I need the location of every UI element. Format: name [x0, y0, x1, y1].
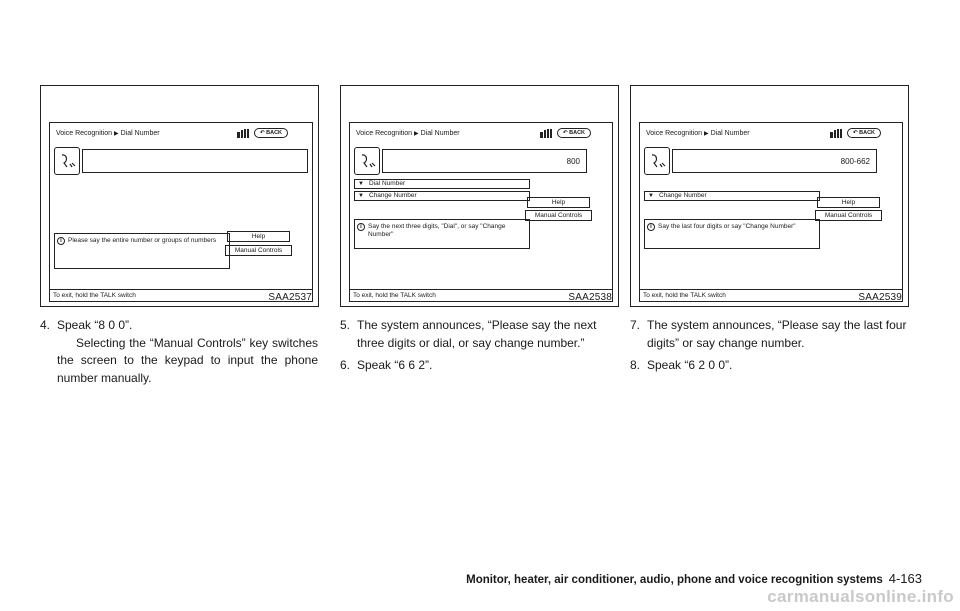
- exit-instruction: To exit, hold the TALK switch: [640, 289, 902, 299]
- page-number: 4-163: [888, 571, 922, 586]
- prompt-message: i Say the next three digits, "Dial", or say "Change Number": [354, 219, 530, 249]
- text-column-1: [40, 317, 318, 387]
- watermark: carmanualsonline.info: [767, 587, 954, 606]
- screen-mockup: [49, 122, 313, 302]
- voice-command-icon: ▼: [358, 181, 364, 187]
- text-column-2: [340, 317, 618, 375]
- page-footer: [466, 571, 922, 586]
- voice-command-icon: ▼: [358, 193, 364, 199]
- figure-panel-2: [340, 85, 619, 307]
- help-button[interactable]: Help: [227, 231, 290, 242]
- manual-controls-button[interactable]: Manual Controls: [525, 210, 592, 221]
- signal-strength-icon: [830, 129, 844, 138]
- number-input-field: [82, 149, 308, 173]
- screen-title: Voice Recognition ▶ Dial Number: [646, 130, 750, 137]
- voice-recognition-icon: [59, 152, 77, 172]
- step-5: 5. The system announces, “Please say the next three digits or dial, or say change number.”: [340, 318, 597, 350]
- signal-strength-icon: [540, 129, 554, 138]
- figure-panel-1: [40, 85, 319, 307]
- number-input-field: 800-662: [672, 149, 877, 173]
- breadcrumb-arrow-icon: ▶: [114, 131, 119, 137]
- list-item-change-number[interactable]: ▼ Change Number: [354, 191, 530, 201]
- list-item-change-number[interactable]: ▼ Change Number: [644, 191, 820, 201]
- screen-title: Voice Recognition ▶ Dial Number: [56, 130, 160, 137]
- info-icon: i: [647, 223, 655, 231]
- voice-recognition-icon: [359, 152, 377, 172]
- text-column-3: [630, 317, 908, 375]
- exit-instruction: To exit, hold the TALK switch: [350, 289, 612, 299]
- back-button[interactable]: ↶ BACK: [254, 128, 288, 138]
- step-8: 8. Speak “6 2 0 0”.: [630, 358, 733, 372]
- breadcrumb-arrow-icon: ▶: [704, 131, 709, 137]
- info-icon: i: [357, 223, 365, 231]
- voice-icon-box: [644, 147, 670, 175]
- list-item-dial-number[interactable]: ▼ Dial Number: [354, 179, 530, 189]
- exit-instruction: To exit, hold the TALK switch: [50, 289, 312, 299]
- screen-title: Voice Recognition ▶ Dial Number: [356, 130, 460, 137]
- step-6: 6. Speak “6 6 2”.: [340, 358, 433, 372]
- help-button[interactable]: Help: [527, 197, 590, 208]
- back-button[interactable]: ↶ BACK: [557, 128, 591, 138]
- voice-icon-box: [354, 147, 380, 175]
- step-4-detail: Selecting the “Manual Controls” key switches the screen to the keypad to input the phone number manually.: [57, 335, 318, 385]
- signal-strength-icon: [237, 129, 251, 138]
- info-icon: i: [57, 237, 65, 245]
- step-7: 7. The system announces, “Please say the last four digits” or say change number.: [630, 318, 907, 350]
- figure-caption: SAA2537: [268, 292, 312, 303]
- figure-caption: SAA2538: [568, 292, 612, 303]
- number-input-field: 800: [382, 149, 587, 173]
- back-button[interactable]: ↶ BACK: [847, 128, 881, 138]
- figure-caption: SAA2539: [858, 292, 902, 303]
- prompt-message: i Please say the entire number or groups of numbers: [54, 233, 230, 269]
- breadcrumb-arrow-icon: ▶: [414, 131, 419, 137]
- manual-controls-button[interactable]: Manual Controls: [225, 245, 292, 256]
- voice-icon-box: [54, 147, 80, 175]
- manual-controls-button[interactable]: Manual Controls: [815, 210, 882, 221]
- screen-mockup: [639, 122, 903, 302]
- figure-panel-3: [630, 85, 909, 307]
- step-4: 4. Speak “8 0 0”.: [40, 318, 133, 332]
- help-button[interactable]: Help: [817, 197, 880, 208]
- section-title: Monitor, heater, air conditioner, audio, phone and voice recognition systems: [466, 574, 883, 586]
- prompt-message: i Say the last four digits or say "Change Number": [644, 219, 820, 249]
- voice-recognition-icon: [649, 152, 667, 172]
- voice-command-icon: ▼: [648, 193, 654, 199]
- screen-mockup: [349, 122, 613, 302]
